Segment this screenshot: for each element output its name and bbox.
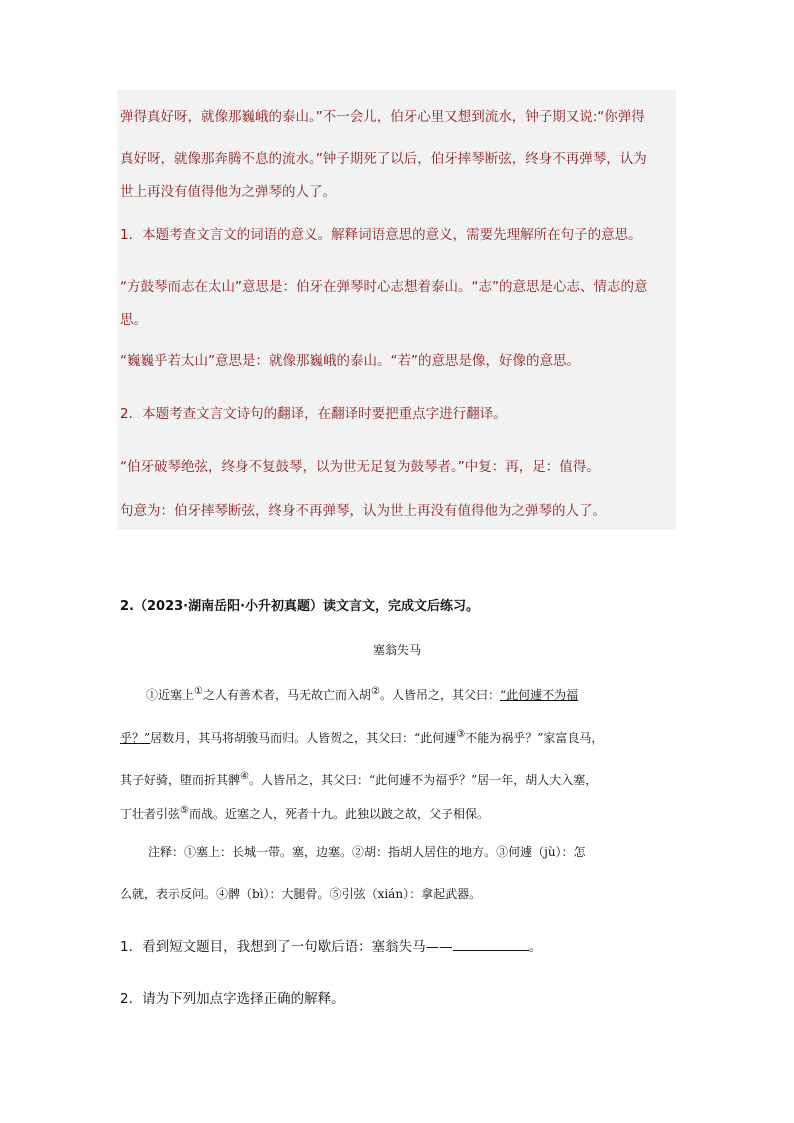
- notes-line: 注释：①塞上：长城一带。塞，边塞。②胡：指胡人居住的地方。③何遽（jù）：怎: [148, 845, 586, 859]
- question-1: 1．看到短文题目，我想到了一句歇后语：塞翁失马—— 。: [120, 939, 543, 955]
- answer-point-2: 2．本题考查文言文诗句的翻译，在翻译时要把重点字进行翻译。: [120, 406, 507, 422]
- answer-text-line: “伯牙破琴绝弦，终身不复鼓琴，以为世无足复为鼓琴者。”中复：再，足：值得。: [120, 459, 600, 475]
- passage-line: 乎？”居数月，其马将胡骏马而归。人皆贺之，其父曰：“此何遽③不能为祸乎？”家富良马，: [120, 729, 604, 745]
- passage-title: 塞翁失马: [372, 643, 421, 657]
- answer-text-line: “巍巍乎若太山”意思是：就像那巍峨的泰山。“若”的意思是像，好像的意思。: [120, 353, 580, 369]
- answer-text-line: 思。: [120, 312, 147, 328]
- notes-line: 么就，表示反问。④髀（bì）：大腿骨。⑤引弦（xián）：拿起武器。: [120, 887, 482, 901]
- answer-text-line: 句意为：伯牙摔琴断弦，终身不再弹琴，认为世上再没有值得他为之弹琴的人了。: [120, 503, 606, 519]
- answer-text-line: 真好呀，就像那奔腾不息的流水。”钟子期死了以后，伯牙摔琴断弦，终身不再弹琴，认为: [120, 151, 647, 167]
- passage-line: 丁壮者引弦⑤而战。近塞之人，死者十九。此独以跛之故，父子相保。: [120, 805, 489, 821]
- question-2: 2．请为下列加点字选择正确的解释。: [120, 991, 345, 1007]
- answer-point-1: 1．本题考查文言文的词语的意义。解释词语意思的意义，需要先理解所在句子的意思。: [120, 227, 642, 243]
- passage-line: ①近塞上①之人有善术者，马无故亡而入胡②。人皆吊之，其父曰：“此何遽不为福: [146, 686, 579, 702]
- answer-text-line: “方鼓琴而志在太山”意思是：伯牙在弹琴时心志想着泰山。“志”的意思是心志、情志的意: [120, 279, 648, 295]
- answer-text-line: 世上再没有值得他为之弹琴的人了。: [120, 184, 336, 200]
- passage-line: 其子好骑，堕而折其髀④。人皆吊之，其父曰：“此何遽不为福乎？”居一年，胡人大入塞，: [120, 771, 598, 787]
- answer-text-line: 弹得真好呀，就像那巍峨的泰山。”不一会儿，伯牙心里又想到流水，钟子期又说:“你弹得: [120, 109, 645, 125]
- question-heading: 2.（2023·湖南岳阳·小升初真题）读文言文，完成文后练习。: [120, 599, 480, 614]
- answer-blank[interactable]: [453, 938, 529, 951]
